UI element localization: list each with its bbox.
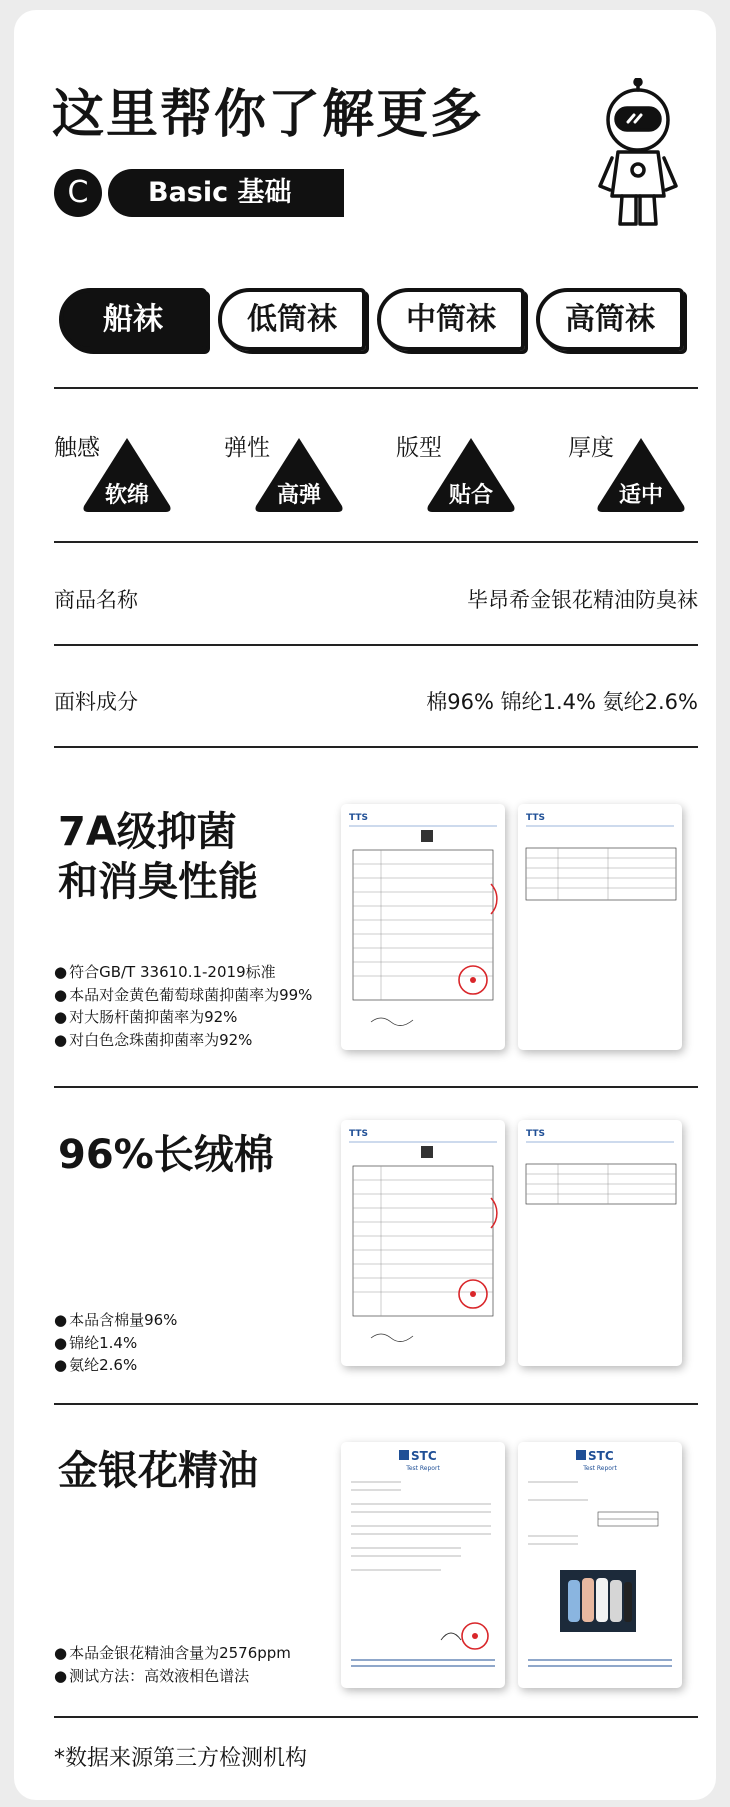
property-badge-touch xyxy=(80,434,174,520)
section-cotton-bullets xyxy=(54,1309,177,1377)
report-subtitle-text: Test Report xyxy=(583,1465,617,1472)
property-badge-fit xyxy=(424,434,518,520)
divider xyxy=(54,541,698,543)
divider xyxy=(54,746,698,748)
bullet-item: ● 测试方法：高效液相色谱法 xyxy=(54,1665,291,1688)
bullet-item: ● 氨纶2.6% xyxy=(54,1354,177,1377)
astronaut-icon xyxy=(588,78,688,230)
section-honeysuckle-title xyxy=(58,1446,258,1496)
test-report-image xyxy=(341,1442,505,1688)
report-logo-text: TTS xyxy=(526,1129,545,1139)
section-cotton-title xyxy=(58,1130,274,1180)
property-value-thickness: 适中 xyxy=(618,483,663,508)
divider xyxy=(54,387,698,389)
bullet-item: ● 锦纶1.4% xyxy=(54,1332,177,1355)
property-value-elasticity: 高弹 xyxy=(276,483,321,508)
divider xyxy=(54,644,698,646)
section-title-line: 金银花精油 xyxy=(58,1448,258,1494)
bullet-item: ● 对大肠杆菌抑菌率为92% xyxy=(54,1006,312,1029)
property-badge-elasticity xyxy=(252,434,346,520)
bullet-item: ● 本品对金黄色葡萄球菌抑菌率为99% xyxy=(54,984,312,1007)
report-logo-text: STC xyxy=(411,1449,437,1463)
section-title-line: 和消臭性能 xyxy=(58,859,258,905)
test-report-image xyxy=(341,1120,505,1366)
level-badge-label: Basic 基础 xyxy=(108,169,344,217)
bullet-item: ● 对白色念珠菌抑菌率为92% xyxy=(54,1029,312,1052)
tab-low-cut-socks[interactable]: 低筒袜 xyxy=(218,288,366,351)
fabric-row xyxy=(54,686,698,716)
property-label-touch: 触感 xyxy=(54,435,100,461)
data-source-note: *数据来源第三方检测机构 xyxy=(54,1746,308,1771)
property-badge-thickness xyxy=(594,434,688,520)
property-label-elasticity: 弹性 xyxy=(224,435,270,461)
divider xyxy=(54,1716,698,1718)
divider xyxy=(54,1403,698,1405)
test-report-image xyxy=(518,804,682,1050)
property-label-fit: 版型 xyxy=(396,435,442,461)
report-logo-text: TTS xyxy=(526,813,545,823)
report-logo-text: TTS xyxy=(349,1129,368,1139)
property-label-thickness: 厚度 xyxy=(568,435,614,461)
page-title: 这里帮你了解更多 xyxy=(52,85,485,145)
bullet-item: ● 本品含棉量96% xyxy=(54,1309,177,1332)
tab-mid-calf-socks[interactable]: 中筒袜 xyxy=(377,288,525,351)
section-antibacterial-title xyxy=(58,807,258,907)
bullet-item: ● 本品金银花精油含量为2576ppm xyxy=(54,1642,291,1665)
tab-high-socks[interactable]: 高筒袜 xyxy=(536,288,684,351)
level-badge-circle: C xyxy=(54,169,102,217)
report-subtitle-text: Test Report xyxy=(406,1465,440,1472)
bullet-item: ● 符合GB/T 33610.1-2019标准 xyxy=(54,961,312,984)
section-honeysuckle-bullets xyxy=(54,1642,291,1687)
property-value-touch: 软绵 xyxy=(104,483,149,508)
product-name-label: 商品名称 xyxy=(54,588,138,612)
report-logo-text: STC xyxy=(588,1449,614,1463)
test-report-image xyxy=(518,1120,682,1366)
fabric-label: 面料成分 xyxy=(54,690,138,714)
test-report-image xyxy=(518,1442,682,1688)
property-value-fit: 贴合 xyxy=(448,483,493,508)
product-name-row xyxy=(54,584,698,614)
section-title-line: 7A级抑菌 xyxy=(58,809,237,855)
report-logo-text: TTS xyxy=(349,813,368,823)
tab-boat-socks[interactable]: 船袜 xyxy=(59,288,207,351)
section-antibacterial-bullets xyxy=(54,961,312,1051)
test-report-image xyxy=(341,804,505,1050)
section-title-line: 96%长绒棉 xyxy=(58,1132,274,1178)
divider xyxy=(54,1086,698,1088)
page-card xyxy=(14,10,716,1800)
product-name-value: 毕昂希金银花精油防臭袜 xyxy=(467,588,698,612)
fabric-value: 棉96% 锦纶1.4% 氨纶2.6% xyxy=(426,690,698,714)
